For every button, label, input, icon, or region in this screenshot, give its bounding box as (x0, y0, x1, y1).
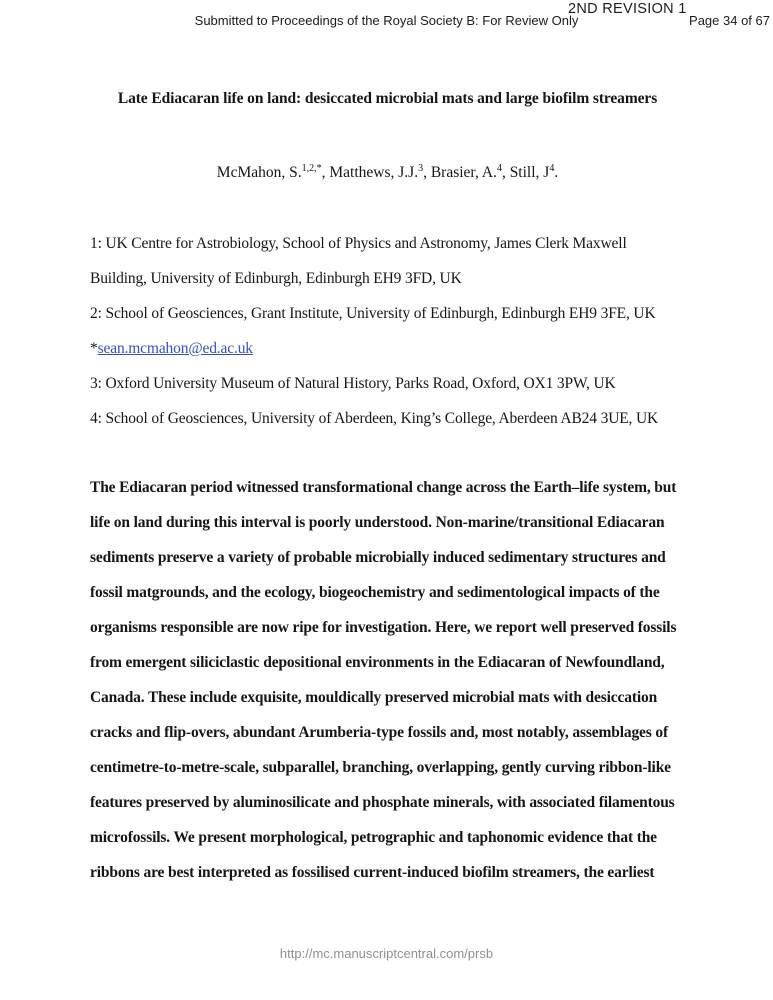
footer-url: http://mc.manuscriptcentral.com/prsb (279, 946, 494, 961)
author-line: McMahon, S.$^{1,2,*}$, Matthews, J.J.$^3$, Brasier, A.$^4$, Still, $J^4$. (216, 162, 559, 181)
affiliation-lines-top: 1: UK Centre for Astrobiology, School of Physics and Astronomy, James Clerk Maxwell Building, University of Edinburgh, Edinburgh EH9 3FD, UK 2: School of Geosciences, Grant Institute, University of Edinburgh, Edinburgh EH9 3FE, UK (90, 235, 656, 322)
email-link[interactable]: sean.mcmahon@ed.ac.uk (97, 340, 253, 357)
abstract-text: The Ediacaran period witnessed transformational change across the Earth–life system, but life on land during this interval is poorly understood. Non-marine/transitional Ediacaran sediments preserve a variety of probable microbially induced sedimentary structures and fossil matgrounds, and the ecology, biogeochemistry and sedimentological impacts of the organisms responsible are now ripe for investigation. Here, we report well preserved fossils from emergent siliciclastic depositional environments in the Ediacaran of Newfoundland, Canada. These include exquisite, mouldically preserved microbial mats with desiccation cracks and flip-overs, abundant Arumberia-type fossils and, most notably, assemblages of centimetre-to-metre-scale, subparallel, branching, overlapping, gently curving ribbon-like features preserved by aluminosilicate and phosphate minerals, with associated filamentous microfossils. We present morphological, petrographic and taphonomic evidence that the ribbons are best interpreted as fossilised current-induced biofilm streamers, the earliest (90, 479, 677, 881)
paper-title: Late Ediacaran life on land: desiccated microbial mats and large biofilm streamers (117, 90, 658, 107)
journal-header: Submitted to Proceedings of the Royal Society B: For Review Only (194, 13, 579, 28)
email-asterisk: * (90, 340, 98, 357)
correspondence-line (90, 331, 730, 366)
revision-label: 2ND REVISION 1 (568, 1, 687, 17)
affiliations-block (90, 226, 730, 436)
affiliation-lines-bottom: 3: Oxford University Museum of Natural History, Parks Road, Oxford, OX1 3PW, UK 4: School of Geosciences, University of Aberdeen, King’s College, Aberdeen AB24 3UE, UK (90, 375, 659, 427)
page-number: Page 34 of 67 (689, 13, 770, 28)
